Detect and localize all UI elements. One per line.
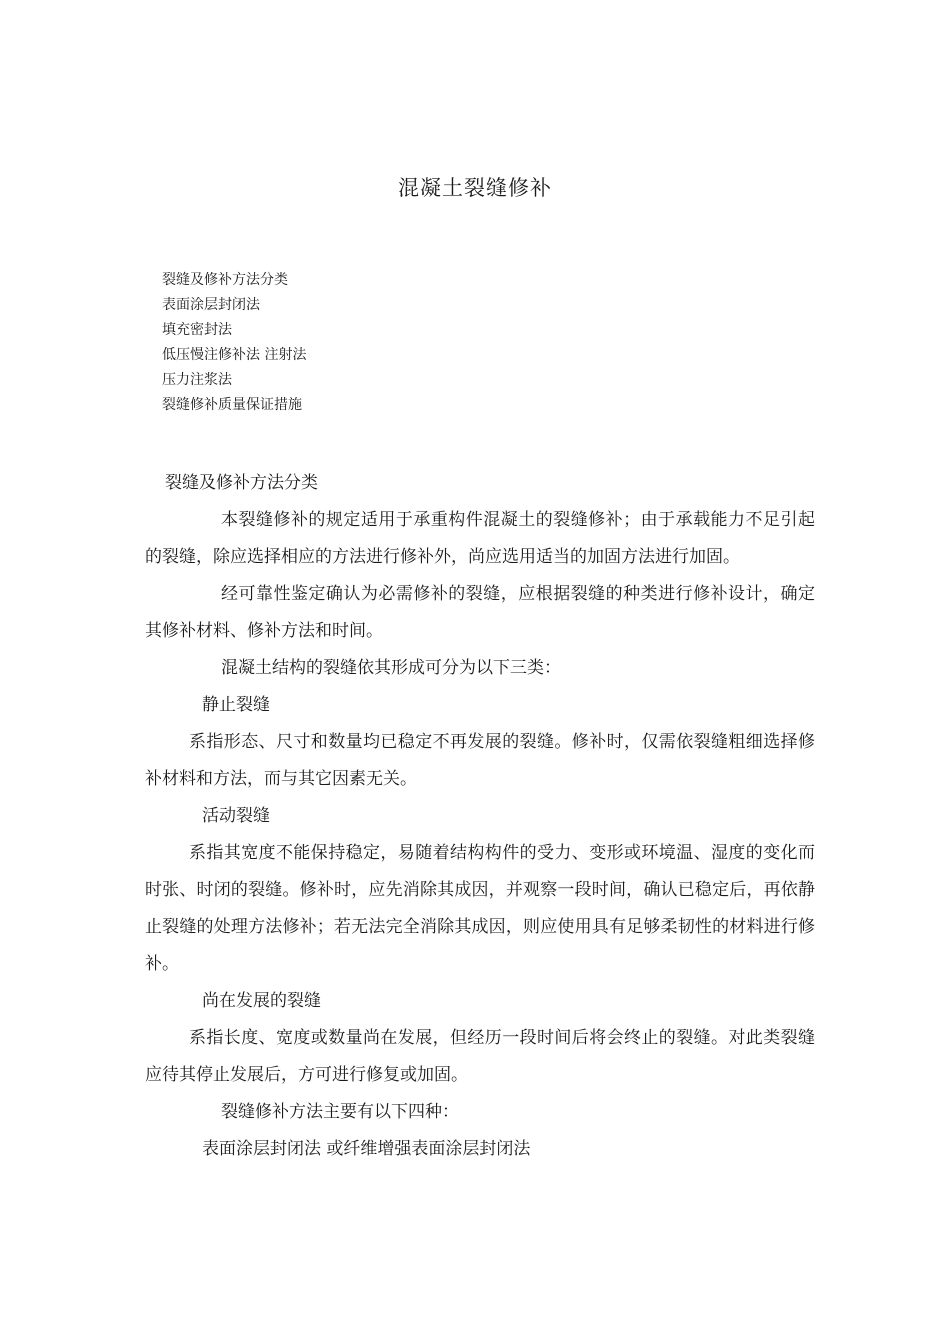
toc-item: 压力注浆法 [162, 372, 232, 388]
document-body [145, 465, 815, 1168]
subheading-active-crack: 活动裂缝 [202, 806, 270, 826]
paragraph-methods-intro: 裂缝修补方法主要有以下四种： [221, 1102, 459, 1122]
paragraph-active-crack: 系指其宽度不能保持稳定，易随着结构构件的受力、变形或环境温、湿度的变化而时张、时闭的裂缝。修补时，应先消除其成因，并观察一段时间，确认已稳定后，再依静止裂缝的处理方法修补；若无法完全消除其成因，则应使用具有足够柔韧性的材料进行修补。 [145, 843, 815, 974]
method-item: 表面涂层封闭法 或纤维增强表面涂层封闭法 [202, 1139, 531, 1159]
paragraph-design: 经可靠性鉴定确认为必需修补的裂缝，应根据裂缝的种类进行修补设计，确定其修补材料、修补方法和时间。 [145, 584, 815, 641]
section-heading: 裂缝及修补方法分类 [165, 473, 318, 493]
table-of-contents [162, 268, 306, 418]
toc-item: 表面涂层封闭法 [162, 297, 260, 313]
subheading-developing-crack: 尚在发展的裂缝 [202, 991, 321, 1011]
paragraph-static-crack: 系指形态、尺寸和数量均已稳定不再发展的裂缝。修补时，仅需依裂缝粗细选择修补材料和方法，而与其它因素无关。 [145, 732, 815, 789]
subheading-static-crack: 静止裂缝 [202, 695, 270, 715]
paragraph-classification: 混凝土结构的裂缝依其形成可分为以下三类： [221, 658, 561, 678]
toc-item: 填充密封法 [162, 322, 232, 338]
toc-item: 裂缝修补质量保证措施 [162, 397, 302, 413]
toc-item: 裂缝及修补方法分类 [162, 272, 288, 288]
paragraph-developing-crack: 系指长度、宽度或数量尚在发展，但经历一段时间后将会终止的裂缝。对此类裂缝应待其停止发展后，方可进行修复或加固。 [145, 1028, 815, 1085]
paragraph-scope: 本裂缝修补的规定适用于承重构件混凝土的裂缝修补；由于承载能力不足引起的裂缝，除应选择相应的方法进行修补外，尚应选用适当的加固方法进行加固。 [145, 510, 815, 567]
toc-item: 低压慢注修补法 注射法 [162, 347, 307, 363]
document-title: 混凝土裂缝修补 [398, 176, 552, 200]
